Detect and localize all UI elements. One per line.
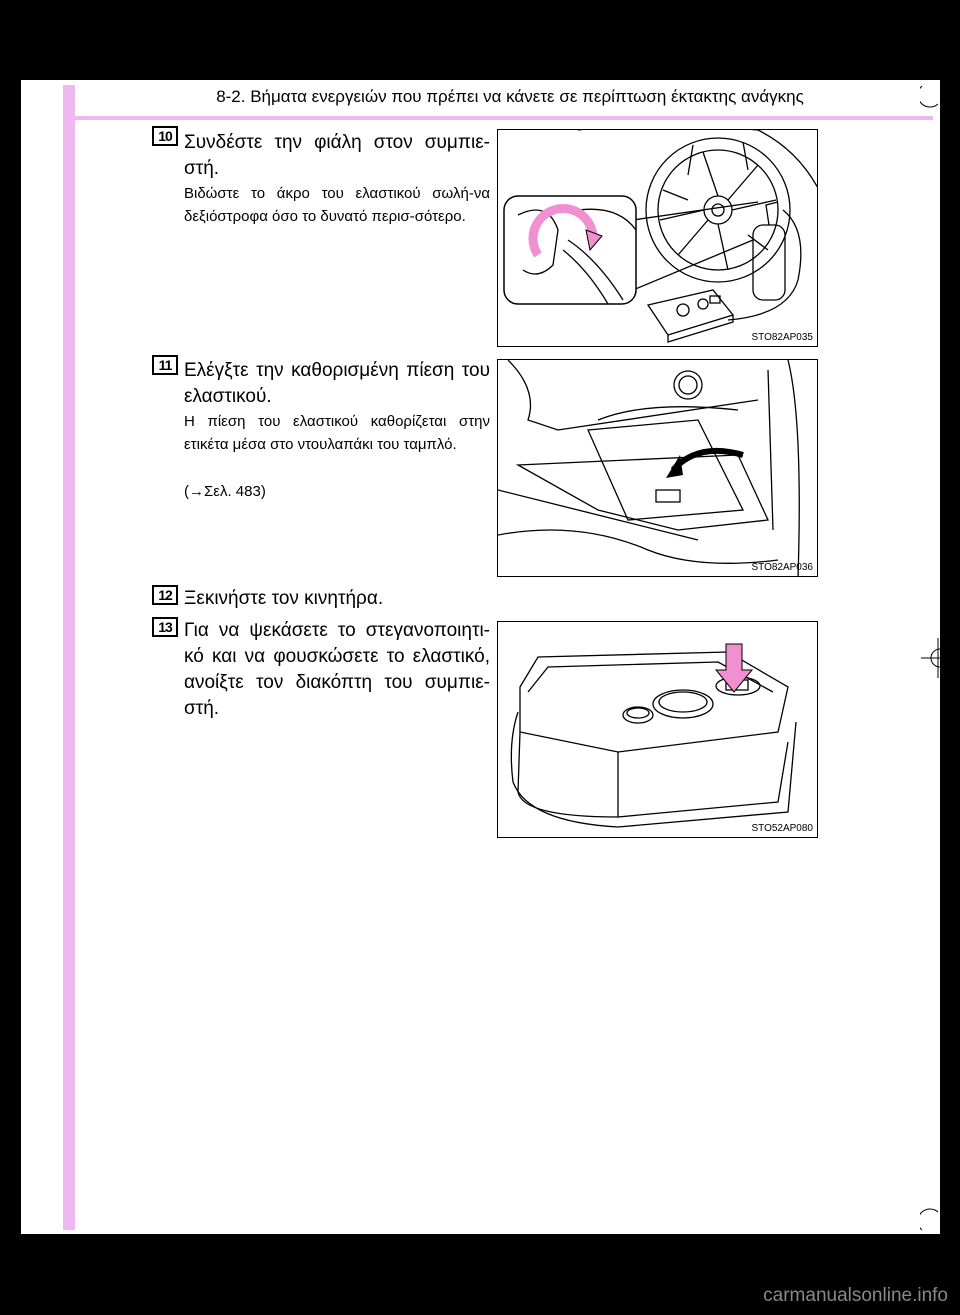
crosshair-icon: [921, 638, 940, 678]
figure-glovebox: [497, 359, 818, 577]
crop-mark-icon: [920, 84, 940, 108]
figure-compressor-switch: [497, 621, 818, 838]
step-10-description: Βιδώστε το άκρο του ελαστικού σωλή-να δεξιόστροφα όσο το δυνατό περισ-σότερο.: [184, 185, 490, 225]
figure-compressor-bottle: [497, 129, 818, 347]
pink-sidebar-bar: [63, 85, 75, 1230]
step-number-12: 12: [152, 585, 178, 605]
step-11-description: Η πίεση του ελαστικού καθορίζεται στην ετικέτα μέσα στο ντουλαπάκι του ταμπλό.: [184, 413, 490, 453]
glovebox-illustration: [498, 360, 818, 577]
figure-code-label: STO82AP036: [751, 562, 813, 573]
step-number-10: 10: [152, 126, 178, 146]
crop-mark-icon: [920, 1208, 940, 1232]
compressor-switch-illustration: [498, 622, 818, 838]
step-10-title: Συνδέστε την φιάλη στον συμπιε-στή.: [184, 132, 490, 179]
figure-code-label: STO82AP035: [751, 332, 813, 343]
step-13-title: Για να ψεκάσετε το στεγανοποιητι-κό και να φουσκώσετε το ελαστικό, ανοίξτε τον διακόπτη του συμπιε-στή.: [184, 620, 490, 719]
step-11-page-reference: (→Σελ. 483): [184, 483, 266, 500]
step-number-11: 11: [152, 355, 178, 375]
watermark-text: carmanualsonline.info: [763, 1285, 948, 1306]
compressor-bottle-illustration: [498, 130, 818, 347]
step-number-13: 13: [152, 617, 178, 637]
header-divider: [75, 116, 933, 120]
step-12-title: Ξεκινήστε τον κινητήρα.: [184, 588, 384, 609]
figure-code-label: STO52AP080: [751, 823, 813, 834]
step-11-title: Ελέγξτε την καθορισμένη πίεση του ελαστικού.: [184, 360, 490, 407]
section-header: 8-2. Βήματα ενεργειών που πρέπει να κάνετε σε περίπτωση έκτακτης ανάγκης: [216, 87, 804, 106]
